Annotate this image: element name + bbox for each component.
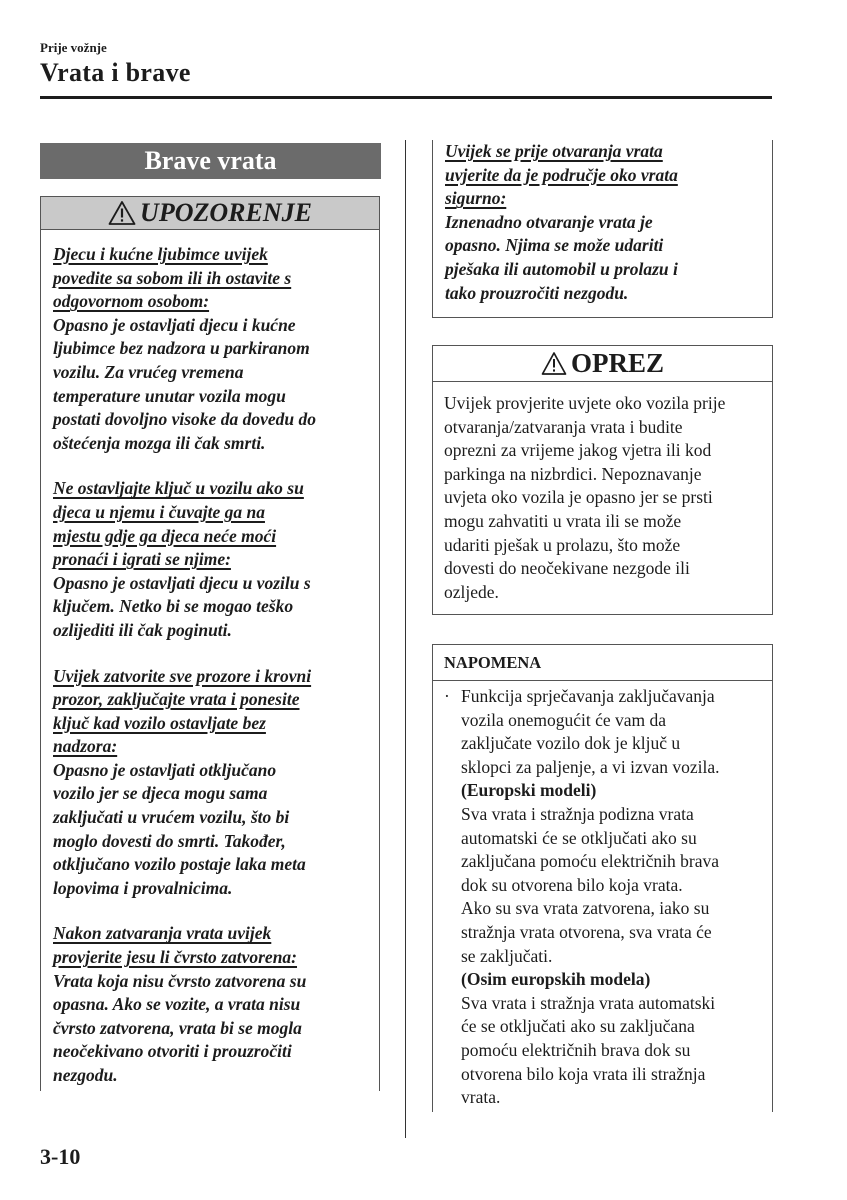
warning-body-line: postati dovoljno visoke da dovedu do [53, 409, 316, 430]
caution-line: dovesti do neočekivane nezgode ili [444, 558, 690, 579]
note-bullet-content [461, 685, 720, 1110]
note-line: se zaključati. [461, 945, 553, 966]
section-label: Prije vožnje [40, 40, 107, 55]
note-line: vozila onemogućit će vam da [461, 709, 667, 730]
warning-paragraph [53, 922, 367, 1087]
caution-title: OPREZ [570, 348, 664, 378]
caution-line: parkinga na nizbrdici. Nepoznavanje [444, 463, 702, 484]
warning-heading-line: prozor, zaključajte vrata i ponesite [53, 689, 300, 710]
caution-line: udariti pješak u prolazu, što može [444, 534, 681, 555]
caution-line: otvaranja/zatvaranja vrata i budite [444, 416, 683, 437]
warning-body-line: Vrata koja nisu čvrsto zatvorena su [53, 970, 307, 991]
bullet-dot: · [444, 686, 450, 706]
note-line: stražnja vrata otvorena, sva vrata će [461, 921, 712, 942]
note-subheading: (Europski modeli) [461, 780, 597, 801]
warning-body-line: zaključati u vrućem vozilu, što bi [53, 807, 290, 828]
warning-body-line: ključem. Netko bi se mogao teško [53, 596, 294, 617]
caution-line: mogu zahvatiti u vrata ili se može [444, 510, 682, 531]
warning-body-line: Opasno je ostavljati djecu i kućne [53, 314, 296, 335]
warning-body-line: nezgodu. [53, 1065, 118, 1085]
warning-heading-line: Uvijek se prije otvaranja vrata [445, 141, 663, 161]
warning-body-line: ljubimce bez nadzora u parkiranom [53, 338, 310, 359]
warning-heading-line: djeca u njemu i čuvajte ga na [53, 501, 265, 522]
warning-paragraph [53, 665, 367, 901]
warning-body-line: Opasno je ostavljati djecu u vozilu s [53, 572, 311, 593]
warning-header [40, 196, 380, 230]
note-line: Sva vrata i stražnja vrata automatski [461, 992, 716, 1013]
warning-body-line: oštećenja mozga ili čak smrti. [53, 432, 266, 453]
column-divider [405, 140, 406, 1138]
warning-heading-line: Nakon zatvaranja vrata uvijek [53, 923, 272, 944]
caution-line: uvjeta oko vozila je opasno jer se prsti [444, 487, 713, 508]
warning-body-line: Iznenadno otvaranje vrata je [445, 211, 653, 232]
warning-body-line: temperature unutar vozila mogu [53, 385, 286, 406]
caution-line: Uvijek provjerite uvjete oko vozila prije [444, 393, 726, 413]
note-bullet-item [444, 685, 762, 1110]
warning-heading-line: povedite sa sobom ili ih ostavite s [53, 267, 292, 288]
warning-body [40, 229, 380, 1091]
note-line: otvorena bilo koja vrata ili stražnja [461, 1063, 706, 1084]
warning-triangle-icon [541, 351, 567, 376]
title-rule [40, 96, 772, 99]
warning-body-line: opasno. Njima se može udariti [445, 235, 664, 256]
warning-body-line: vozilu. Za vrućeg vremena [53, 361, 244, 382]
warning-body-line: lopovima i provalnicima. [53, 877, 233, 898]
warning-body-line: moglo dovesti do smrti. Također, [53, 830, 286, 851]
note-header: NAPOMENA [432, 644, 773, 681]
warning-paragraph [53, 477, 367, 642]
caution-line: oprezni za vrijeme jakog vjetra ili kod [444, 440, 712, 461]
note-line: dok su otvorena bilo koja vrata. [461, 874, 683, 895]
note-line: pomoću električnih brava dok su [461, 1039, 691, 1060]
note-line: vrata. [461, 1087, 501, 1108]
note-line: Ako su sva vrata zatvorena, iako su [461, 898, 710, 919]
note-line: će se otključati ako su zaključana [461, 1016, 695, 1037]
note-line: zaključate vozilo dok je ključ u [461, 733, 681, 754]
warning-body-line: neočekivano otvoriti i prouzročiti [53, 1041, 292, 1062]
page-number: 3-10 [40, 1144, 81, 1169]
warning-heading-line: Uvijek zatvorite sve prozore i krovni [53, 665, 312, 686]
note-line: automatski će se otključati ako su [461, 827, 697, 848]
section-heading: Brave vrata [40, 143, 381, 179]
page-title: Vrata i brave [40, 58, 191, 87]
warning-heading-line: Djecu i kućne ljubimce uvijek [53, 244, 268, 264]
warning-body-line: čvrsto zatvorena, vrata bi se mogla [53, 1017, 302, 1038]
warning-heading-line: sigurno: [445, 188, 507, 209]
caution-body [432, 381, 773, 615]
warning-body-line: Opasno je ostavljati otključano [53, 759, 277, 780]
note-line: sklopci za paljenje, a vi izvan vozila. [461, 756, 720, 777]
note-line: Funkcija sprječavanja zaključavanja [461, 686, 715, 706]
warning-heading-line: Ne ostavljajte ključ u vozilu ako su [53, 478, 304, 499]
note-line: zaključana pomoću električnih brava [461, 851, 720, 872]
note-subheading: (Osim europskih modela) [461, 969, 651, 990]
warning-body-line: opasna. Ako se vozite, a vrata nisu [53, 994, 301, 1015]
warning-heading-line: provjerite jesu li čvrsto zatvorena: [53, 947, 298, 968]
warning-heading-line: nadzora: [53, 736, 118, 757]
warning-heading-line: ključ kad vozilo ostavljate bez [53, 712, 266, 733]
warning-heading-line: uvjerite da je područje oko vrata [445, 164, 678, 185]
warning-body-line: ozlijediti ili čak poginuti. [53, 619, 232, 640]
warning-title: UPOZORENJE [140, 198, 312, 227]
warning-body-line: otključano vozilo postaje laka meta [53, 854, 306, 875]
caution-line: ozljede. [444, 581, 499, 602]
caution-header [432, 345, 773, 382]
warning-triangle-icon [108, 200, 136, 226]
note-line: Sva vrata i stražnja podizna vrata [461, 803, 694, 824]
warning-heading-line: odgovornom osobom: [53, 291, 210, 312]
warning-body-line: pješaka ili automobil u prolazu i [445, 258, 678, 279]
note-body [432, 680, 773, 1112]
warning-body-line: tako prouzročiti nezgodu. [445, 282, 629, 303]
warning-continuation [432, 140, 773, 318]
warning-body-line: vozilo jer se djeca mogu sama [53, 783, 268, 804]
warning-heading-line: pronaći i igrati se njime: [53, 549, 231, 570]
warning-heading-line: mjestu gdje ga djeca neće moći [53, 525, 277, 546]
warning-paragraph [53, 243, 367, 455]
